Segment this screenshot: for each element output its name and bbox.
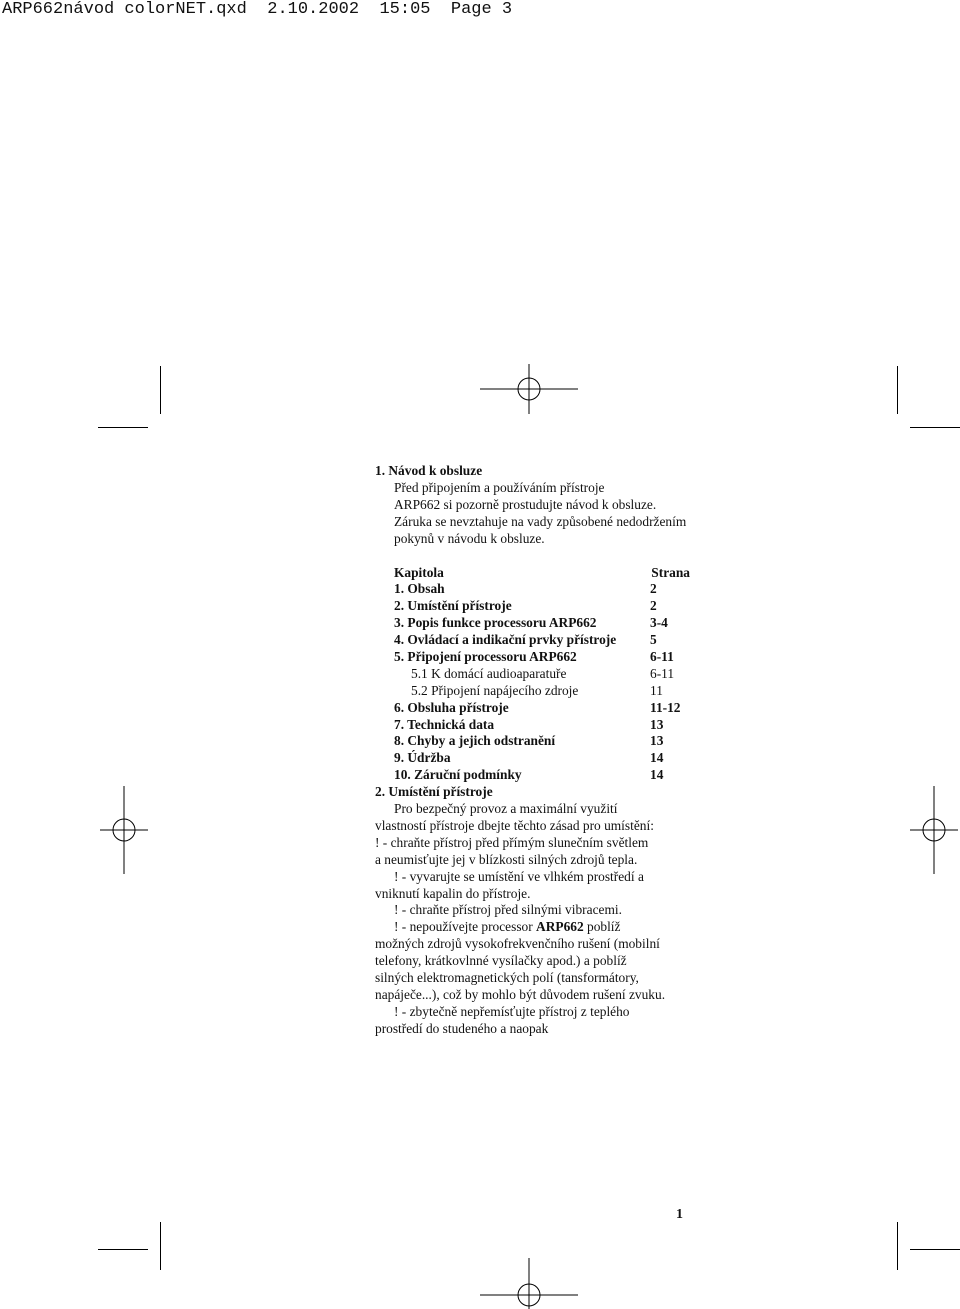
text-line: Záruka se nevztahuje na vady způsobené nedodržením [394,513,687,529]
section-heading: 1. Návod k obsluze [375,463,483,478]
toc-row [394,649,690,666]
toc-row [394,717,690,734]
toc-row [394,683,690,700]
toc-title: 10. Záruční podmínky [394,767,522,783]
bullet-line: ! - chraňte přístroj před silnými vibracemi. [394,902,622,918]
toc-title: 4. Ovládací a indikační prvky přístroje [394,632,617,648]
table-of-contents [375,565,690,785]
crop-mark [897,1222,898,1270]
toc-page: 3-4 [650,615,668,631]
toc-title: 1. Obsah [394,581,445,597]
text-span: poblíž [583,919,621,935]
bullet-line [375,919,705,936]
placement-section [375,784,705,1038]
text-line: ARP662 si pozorně prostudujte návod k obsluze. [394,496,657,512]
crop-mark [160,1222,161,1270]
crop-mark [160,366,161,414]
toc-row [394,598,690,615]
toc-page: 2 [650,581,657,597]
toc-title: 2. Umístění přístroje [394,598,512,614]
toc-title: 5.1 K domácí audioaparatuře [411,665,567,681]
page-number: 1 [676,1207,683,1222]
toc-title: 9. Údržba [394,750,451,766]
toc-row [394,700,690,717]
toc-title: 5. Připojení processoru ARP662 [394,648,577,664]
text-line: možných zdrojů vysokofrekvenčního rušení (mobilní [375,936,660,952]
toc-page: 14 [650,767,664,783]
toc-page: 6-11 [650,665,675,681]
crop-mark [910,1249,960,1250]
registration-mark-icon [480,1258,578,1309]
toc-row [394,750,690,767]
intro-text [375,480,705,548]
text-line: vlastností přístroje dbejte těchto zásad pro umístění: [375,817,654,833]
text-line: prostředí do studeného a naopak [375,1020,549,1036]
text-line: Před připojením a používáním přístroje [394,479,605,495]
toc-page: 6-11 [650,648,674,664]
text-line: silných elektromagnetických polí (tansformátory, [375,970,639,986]
text-line: vniknutí kapalin do přístroje. [375,885,531,901]
text-line: napáječe...), což by mohlo být důvodem rušení zvuku. [375,986,666,1002]
toc-row [394,615,690,632]
toc-page: 14 [650,750,664,766]
toc-title: 7. Technická data [394,716,495,732]
text-line: Pro bezpečný provoz a maximální využití [394,801,618,817]
text-line: telefony, krátkovlnné vysílačky apod.) a poblíž [375,953,627,969]
registration-mark-icon [910,786,958,874]
toc-row [394,666,690,683]
toc-page: 11-12 [650,699,681,715]
crop-mark [910,427,960,428]
bullet-line: ! - zbytečně nepřemísťujte přístroj z teplého [394,1003,630,1019]
text-span: ! - nepoužívejte processor [394,919,537,935]
section-heading: 2. Umístění přístroje [375,784,493,800]
bullet-line: ! - vyvarujte se umístění ve vlhkém prostředí a [394,868,644,884]
crop-mark [98,1249,148,1250]
toc-row [394,767,690,784]
toc-col-page: Strana [651,564,690,580]
file-slug-line: ARP662návod colorNET.qxd 2.10.2002 15:05 Page 3 [2,0,513,19]
toc-title: 5.2 Připojení napájecího zdroje [411,682,579,698]
registration-mark-icon [100,786,148,874]
crop-mark [897,366,898,414]
toc-page: 13 [650,716,664,732]
bullet-line: ! - chraňte přístroj před přímým slunečním světlem [375,834,649,850]
text-line: pokynů v návodu k obsluze. [394,530,545,546]
text-line: a neumisťujte jej v blízkosti silných zdrojů tepla. [375,851,638,867]
toc-page: 5 [650,632,657,648]
toc-header [394,565,690,582]
registration-mark-icon [480,364,578,414]
toc-title: 3. Popis funkce processoru ARP662 [394,615,597,631]
crop-mark [98,427,148,428]
toc-page: 13 [650,733,664,749]
toc-row [394,581,690,598]
page-content [375,463,705,1038]
toc-row [394,733,690,750]
model-name: ARP662 [536,919,584,935]
toc-col-chapter: Kapitola [394,564,444,580]
toc-page: 11 [650,682,663,698]
toc-page: 2 [650,598,657,614]
toc-title: 8. Chyby a jejich odstranění [394,733,556,749]
toc-title: 6. Obsluha přístroje [394,699,509,715]
toc-row [394,632,690,649]
